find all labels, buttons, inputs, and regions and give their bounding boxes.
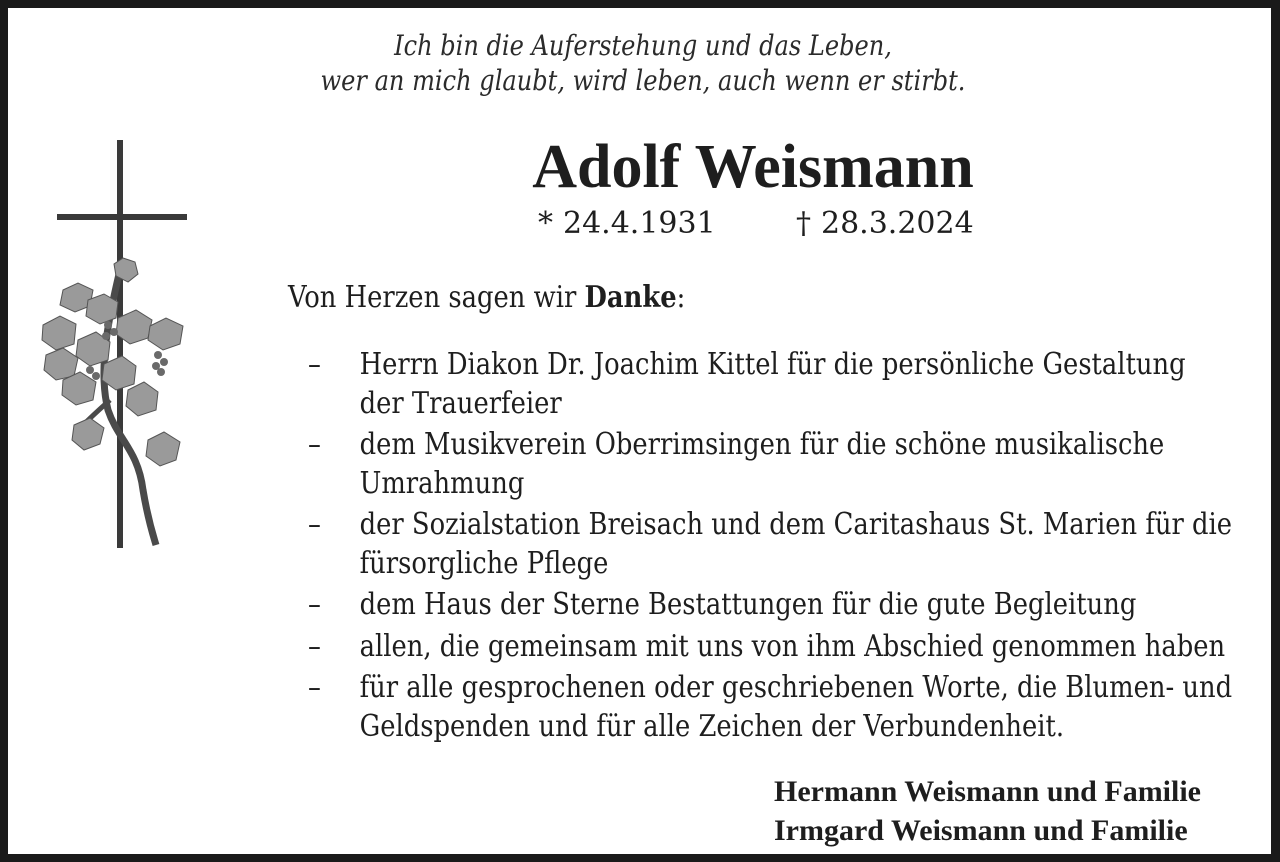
star-icon: * [538, 206, 553, 241]
signatures [774, 772, 1201, 850]
thanks-list [308, 346, 1237, 749]
verse-line-1: Ich bin die Auferstehung und das Leben, [394, 29, 892, 62]
dash: – [308, 587, 321, 622]
list-item-text: dem Musikverein Oberrimsingen für die schöne musikalische Umrahmung [359, 427, 1165, 501]
cross-icon: † [796, 206, 811, 241]
dash: – [308, 507, 321, 542]
intro-suffix: : [676, 280, 686, 315]
deceased-name: Adolf Weismann [532, 133, 974, 201]
list-item-text: der Sozialstation Breisach und dem Caritashaus St. Marien für die fürsorgliche Pflege [359, 507, 1233, 581]
thanks-intro [288, 278, 685, 318]
obituary-card [8, 8, 1271, 854]
signature-line: Hermann Weismann und Familie [774, 775, 1202, 808]
birth-date: 24.4.1931 [563, 206, 716, 241]
dash: – [308, 347, 321, 382]
dash: – [308, 670, 321, 705]
death-date-line [796, 204, 974, 244]
intro-text: Von Herzen sagen wir [288, 280, 585, 315]
list-item [308, 346, 1237, 423]
list-item [308, 586, 1237, 625]
list-item-text: dem Haus der Sterne Bestattungen für die gute Begleitung [359, 587, 1137, 622]
list-item-text: für alle gesprochenen oder geschriebenen Worte, die Blumen- und Geldspenden und für alle Zeichen der Verbundenheit. [359, 670, 1233, 744]
list-item [308, 669, 1237, 746]
list-item-text: Herrn Diakon Dr. Joachim Kittel für die persönliche Gestaltung der Trauerfeier [359, 347, 1186, 421]
verse-line-2: wer an mich glaubt, wird leben, auch wenn er stirbt. [320, 64, 966, 97]
list-item-text: allen, die gemeinsam mit uns von ihm Abschied genommen haben [359, 628, 1226, 664]
dash: – [308, 628, 321, 664]
signature-line: Irmgard Weismann und Familie [774, 814, 1188, 847]
list-item [308, 506, 1237, 583]
birth-date-line [538, 204, 716, 244]
intro-emphasis: Danke [584, 280, 677, 315]
bible-verse [97, 28, 1189, 98]
list-item [308, 628, 1237, 667]
dash: – [308, 427, 321, 462]
list-item [308, 426, 1237, 503]
cross-with-grapevine-icon [38, 140, 208, 560]
death-date: 28.3.2024 [821, 206, 974, 241]
